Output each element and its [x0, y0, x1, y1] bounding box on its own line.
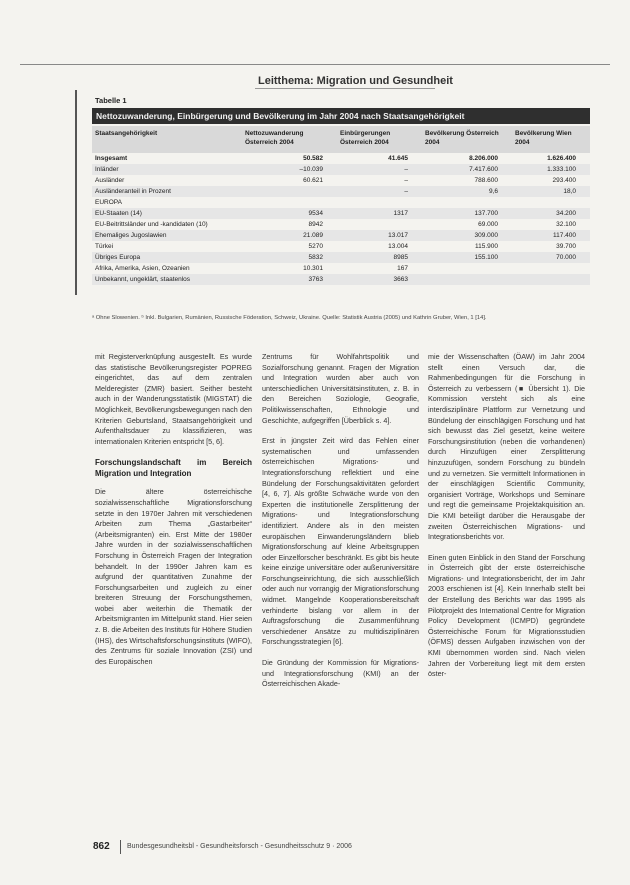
table-cell: 1.333.100	[512, 164, 590, 175]
table-cell: 5270	[308, 243, 323, 250]
table-cell: 8.206.000	[469, 155, 498, 162]
table-cell	[512, 197, 590, 208]
table-cell: 3763	[242, 274, 337, 285]
table-footnote: ᵃ Ohne Slowenien. ᵇ Inkl. Bulgarien, Rumänien, Russische Föderation, Schweiz, Ukraine. Quelle: Statistik Austria (2005) und Kathrin Gruber, Wien, 1 [14].	[92, 315, 487, 321]
table-cell: 5832	[242, 252, 337, 263]
column-header: Bevölkerung Wien 2004	[512, 126, 590, 153]
table-row	[92, 208, 590, 219]
table-cell: 8942	[308, 221, 323, 228]
column-header: Staatsangehörigkeit	[92, 126, 242, 153]
row-label: Türkei	[95, 243, 114, 250]
table-row	[92, 175, 590, 186]
column-header: Einbürgerungen Österreich 2004	[337, 126, 422, 153]
paragraph: Erst in jüngster Zeit wird das Fehlen einer systematischen und umfassenden österreichischen Migrations- und Integrationsforschung reflektiert und eine Bündelung der Forschungsaktivitäten gefordert [4, 6, 7]. Als größte Schwäche wurde von den Experten die institutionelle Zersplitterung der Migrations- und Integrationsforschung identifiziert. Andere als in den meisten europäischen Einwanderungsländern blieb Migrationsforschung auf kleine Arbeitsgruppen oder Einzelforscher beschränkt. Es gibt bis heute keine einzige universitäre oder außeruniversitäre Forschungseinrichtung, die sich ausschließlich oder auch nur vorrangig der Migrationsforschung widmet. Mangelnde Kooperationsbereitschaft verhinderte bislang vor allem in der Auftragsforschung die Zusammenführung verschiedener Ansätze zu multidisziplinären Forschungsstrategien [6].	[262, 436, 419, 647]
footer-bar	[120, 840, 121, 854]
top-rule	[20, 64, 610, 65]
table-cell: 155.100	[422, 252, 512, 263]
paragraph: mit Registerverknüpfung ausgestellt. Es wurde das statistische Bevölkerungsregister POPREG eingerichtet, das auf dem zentralen Melderegister (ZMR) basiert. Seither besteht auch in der Wanderungsstatistik (MIGSTAT) die Möglichkeit, Bevölkerungsbewegungen nach den Kriterien Geburtsland, Staatsangehörigkeit und Aufenthaltsdauer zu klassifizieren, was internationalen Kriterien entspricht [5, 6].	[95, 352, 252, 446]
table-cell: 13.004	[388, 243, 408, 250]
table-cell: 7.417.600	[422, 164, 512, 175]
header-rule	[255, 88, 435, 89]
paragraph: mie der Wissenschaften (ÖAW) im Jahr 2004 stellt einen Versuch dar, die Rahmenbedingungen für die Forschung in Österreich zu verbessern (■ Übersicht 1). Die Kommission versteht sich als eine interdisziplinäre Plattform zur Vernetzung und Bündelung der einschlägigen Forschung und hat sich bewusst das Ziel gesetzt, keine weitere Forschungsinstitution (neben die vorhandenen) durch Hinzufügen einer Zersplitterung hinzuzufügen, sondern Forschung zu bündeln und zu vernetzen. Sie vermittelt Informationen in der einschlägigen Scientific Community, organisiert Vorträge, Workshops und Seminare und regt die gemeinsame Projektakquisition an. Die KMI beteiligt darüber die Herausgabe der zweiten Österreichischen Migrations- und Integrationsberichts vor.	[428, 352, 585, 542]
table-cell: 1317	[337, 208, 422, 219]
row-label: Ausländeranteil in Prozent	[92, 186, 242, 197]
table-cell	[422, 274, 512, 285]
table-cell: –	[337, 186, 422, 197]
table-ref: Tabelle 1	[95, 96, 127, 105]
table-cell: 167	[397, 265, 408, 272]
page-number: 862	[93, 841, 110, 852]
table-cell: 137.700	[422, 208, 512, 219]
row-label: EU-Beitrittsländer und -kandidaten (10)	[95, 221, 208, 228]
table-row	[92, 153, 590, 164]
table-cell: 115.900	[474, 243, 498, 250]
table-row	[92, 164, 590, 175]
table-cell: 8985	[337, 252, 422, 263]
row-label: Unbekannt, ungeklärt, staatenlos	[92, 274, 242, 285]
table-cell	[422, 263, 512, 274]
table-cell: –	[337, 164, 422, 175]
running-header: Leitthema: Migration und Gesundheit	[258, 75, 453, 87]
row-label: EU-Staaten (14)	[92, 208, 242, 219]
table-cell: 41.645	[388, 155, 408, 162]
section-heading: Forschungslandschaft im Bereich Migration und Integration	[95, 458, 252, 479]
table-cell: 34.200	[512, 208, 590, 219]
table-cell	[422, 197, 512, 208]
text-column-3	[428, 352, 585, 690]
row-label: Ehemaliges Jugoslawien	[92, 230, 242, 241]
table-row	[92, 197, 590, 208]
table-side-bar	[75, 90, 77, 295]
text-column-1	[95, 352, 252, 677]
table-row	[92, 219, 590, 230]
paragraph: Einen guten Einblick in den Stand der Forschung in Österreich gibt der erste österreichische Migrations- und Integrationsbericht, der im Jahr 2003 erschienen ist [4]. Kein Innerhalb stellt bei der Erstellung des Berichts war das 1995 als Pilotprojekt des International Centre for Migration Policy Development (ICMPD) gegründete Österreichische Forum für Migrationsstudien (ÖFMS) dessen Aufgaben inzwischen von der KMI übernommen worden sind. Nach vielen Jahren der Vorbereitung liegt mit dem ersten öster-	[428, 552, 585, 679]
table-header-row	[92, 126, 590, 153]
table-cell: –	[404, 177, 408, 184]
table-cell: 21.089	[242, 230, 337, 241]
table-title: Nettozuwanderung, Einbürgerung und Bevölkerung im Jahr 2004 nach Staatsangehörigkeit	[92, 108, 590, 124]
table-cell: 3663	[337, 274, 422, 285]
table-cell	[242, 186, 337, 197]
table-cell	[337, 197, 422, 208]
table-cell: 50.582	[303, 155, 323, 162]
table-cell: 60.621	[303, 177, 323, 184]
table-cell: 1.626.400	[547, 155, 576, 162]
row-label: Afrika, Amerika, Asien, Ozeanien	[95, 265, 190, 272]
table-cell: 293.400	[552, 177, 576, 184]
paragraph: Zentrums für Wohlfahrtspolitik und Sozialforschung genannt. Fragen der Migration und Integration wurden aber auch von unterschiedlichen Universitätsinstituten, z. B. in den Bereichen Soziologie, Geografie, Politikwissenschaften, Ethnologie und Geschichte, aufgegriffen [Überblick s. 4].	[262, 352, 419, 425]
table-cell: 13.017	[337, 230, 422, 241]
table-cell: 32.100	[556, 221, 576, 228]
table-cell: 69.000	[478, 221, 498, 228]
table-cell	[242, 197, 337, 208]
table-cell: 18,0	[512, 186, 590, 197]
table-row	[92, 230, 590, 241]
table-cell: 9534	[242, 208, 337, 219]
table-body	[92, 153, 590, 285]
table-cell: 70.000	[512, 252, 590, 263]
journal-citation: Bundesgesundheitsbl - Gesundheitsforsch - Gesundheitsschutz 9 · 2006	[127, 843, 352, 850]
table-cell	[337, 219, 422, 230]
row-label: Inländer	[92, 164, 242, 175]
text-column-2	[262, 352, 419, 700]
row-label: Ausländer	[95, 177, 125, 184]
paragraph: Die Gründung der Kommission für Migrations- und Integrationsforschung (KMI) an der Österreichischen Akade-	[262, 658, 419, 689]
table-cell: 39.700	[556, 243, 576, 250]
table-row	[92, 252, 590, 263]
column-header: Bevölkerung Österreich 2004	[422, 126, 512, 153]
table-row	[92, 241, 590, 252]
table-cell: 117.400	[512, 230, 590, 241]
table-cell: –10.039	[242, 164, 337, 175]
row-label: Übriges Europa	[92, 252, 242, 263]
table-cell: 788.600	[474, 177, 498, 184]
data-table	[92, 126, 590, 285]
table-cell	[512, 263, 590, 274]
table-cell	[512, 274, 590, 285]
row-label: EUROPA	[95, 199, 122, 206]
table-cell: 9,6	[422, 186, 512, 197]
table-row	[92, 186, 590, 197]
table-row	[92, 274, 590, 285]
table-cell: 309.000	[422, 230, 512, 241]
table-row	[92, 263, 590, 274]
table-cell: 10.301	[303, 265, 323, 272]
column-header: Nettozuwanderung Österreich 2004	[242, 126, 337, 153]
paragraph: Die ältere österreichische sozialwissenschaftliche Migrationsforschung setzte in den 1970er Jahren mit verschiedenen Arbeiten zum Thema „Gastarbeiter“ (Arbeitsmigranten) ein. Erst Mitte der 1980er Jahre wurden in der sozialwissenschaftlichen Forschung in Österreich Fragen der Integration behandelt. In der 1990er Jahren kam es aufgrund der quantitativen Zunahme der Forschungsarbeiten und zugleich zu einer breiteren Streuung der Forschungsthemen, wobei aber weiterhin die Thematik der Arbeitsmigranten im Mittelpunkt stand. Hier seien z. B. die Arbeiten des Instituts für Höhere Studien (IHS), des Wirtschaftsforschungsinstituts (WIFO), des Zentrums für soziale Innovation (ZSI) und des Europäischen	[95, 487, 253, 666]
row-label: Insgesamt	[95, 155, 128, 162]
